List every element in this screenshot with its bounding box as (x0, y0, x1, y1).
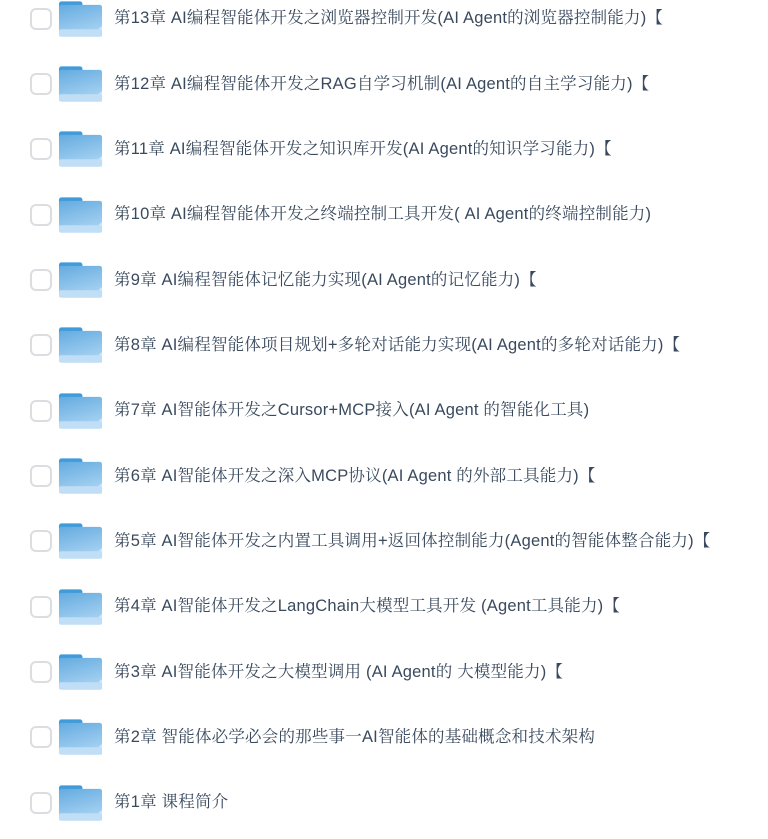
folder-name-label[interactable]: 第2章 智能体必学必会的那些事一AI智能体的基础概念和技术架构 (114, 728, 596, 747)
row-checkbox[interactable] (30, 792, 52, 814)
row-checkbox[interactable] (30, 726, 52, 748)
list-item (0, 51, 768, 116)
folder-icon[interactable] (58, 65, 103, 103)
folder-icon[interactable] (58, 653, 103, 691)
list-item (0, 574, 768, 639)
list-item (0, 378, 768, 443)
folder-lip-shape (59, 29, 102, 36)
folder-name-label[interactable]: 第11章 AI编程智能体开发之知识库开发(AI Agent的知识学习能力)【 (114, 140, 612, 159)
folder-name-label[interactable]: 第4章 AI智能体开发之LangChain大模型工具开发 (Agent工具能力)【 (114, 597, 621, 616)
folder-icon[interactable] (58, 392, 103, 430)
folder-lip-shape (59, 421, 102, 428)
folder-lip-shape (59, 748, 102, 755)
folder-icon[interactable] (58, 588, 103, 626)
folder-name-label[interactable]: 第8章 AI编程智能体项目规划+多轮对话能力实现(AI Agent的多轮对话能力)【 (114, 336, 681, 355)
folder-icon[interactable] (58, 196, 103, 234)
folder-lip-shape (59, 94, 102, 101)
list-item (0, 705, 768, 770)
folder-name-label[interactable]: 第13章 AI编程智能体开发之浏览器控制开发(AI Agent的浏览器控制能力)【 (114, 9, 664, 28)
row-checkbox[interactable] (30, 661, 52, 683)
folder-name-label[interactable]: 第1章 课程简介 (114, 793, 229, 812)
list-item (0, 639, 768, 704)
folder-name-label[interactable]: 第12章 AI编程智能体开发之RAG自学习机制(AI Agent的自主学习能力)【 (114, 74, 650, 93)
folder-name-label[interactable]: 第7章 AI智能体开发之Cursor+MCP接入(AI Agent 的智能化工具) (114, 401, 590, 420)
folder-lip-shape (59, 486, 102, 493)
folder-icon[interactable] (58, 326, 103, 364)
list-item (0, 247, 768, 312)
list-item (0, 313, 768, 378)
folder-icon[interactable] (58, 784, 103, 822)
list-item (0, 0, 768, 51)
folder-name-label[interactable]: 第6章 AI智能体开发之深入MCP协议(AI Agent 的外部工具能力)【 (114, 466, 596, 485)
folder-lip-shape (59, 225, 102, 232)
folder-name-label[interactable]: 第9章 AI编程智能体记忆能力实现(AI Agent的记忆能力)【 (114, 270, 537, 289)
folder-lip-shape (59, 682, 102, 689)
folder-name-label[interactable]: 第3章 AI智能体开发之大模型调用 (AI Agent的 大模型能力)【 (114, 662, 564, 681)
folder-icon[interactable] (58, 718, 103, 756)
folder-icon[interactable] (58, 130, 103, 168)
list-item (0, 770, 768, 835)
row-checkbox[interactable] (30, 73, 52, 95)
row-checkbox[interactable] (30, 596, 52, 618)
list-item (0, 182, 768, 247)
folder-icon[interactable] (58, 457, 103, 495)
folder-icon[interactable] (58, 0, 103, 38)
row-checkbox[interactable] (30, 8, 52, 30)
folder-name-label[interactable]: 第5章 AI智能体开发之内置工具调用+返回体控制能力(Agent的智能体整合能力)【 (114, 532, 711, 551)
row-checkbox[interactable] (30, 465, 52, 487)
list-item (0, 509, 768, 574)
row-checkbox[interactable] (30, 530, 52, 552)
folder-lip-shape (59, 290, 102, 297)
row-checkbox[interactable] (30, 334, 52, 356)
folder-icon[interactable] (58, 261, 103, 299)
row-checkbox[interactable] (30, 138, 52, 160)
folder-lip-shape (59, 356, 102, 363)
folder-lip-shape (59, 160, 102, 167)
folder-name-label[interactable]: 第10章 AI编程智能体开发之终端控制工具开发( AI Agent的终端控制能力) (114, 205, 652, 224)
folder-lip-shape (59, 552, 102, 559)
row-checkbox[interactable] (30, 400, 52, 422)
folder-icon[interactable] (58, 522, 103, 560)
folder-lip-shape (59, 617, 102, 624)
list-item (0, 443, 768, 508)
folder-lip-shape (59, 813, 102, 820)
list-item (0, 117, 768, 182)
row-checkbox[interactable] (30, 269, 52, 291)
row-checkbox[interactable] (30, 204, 52, 226)
